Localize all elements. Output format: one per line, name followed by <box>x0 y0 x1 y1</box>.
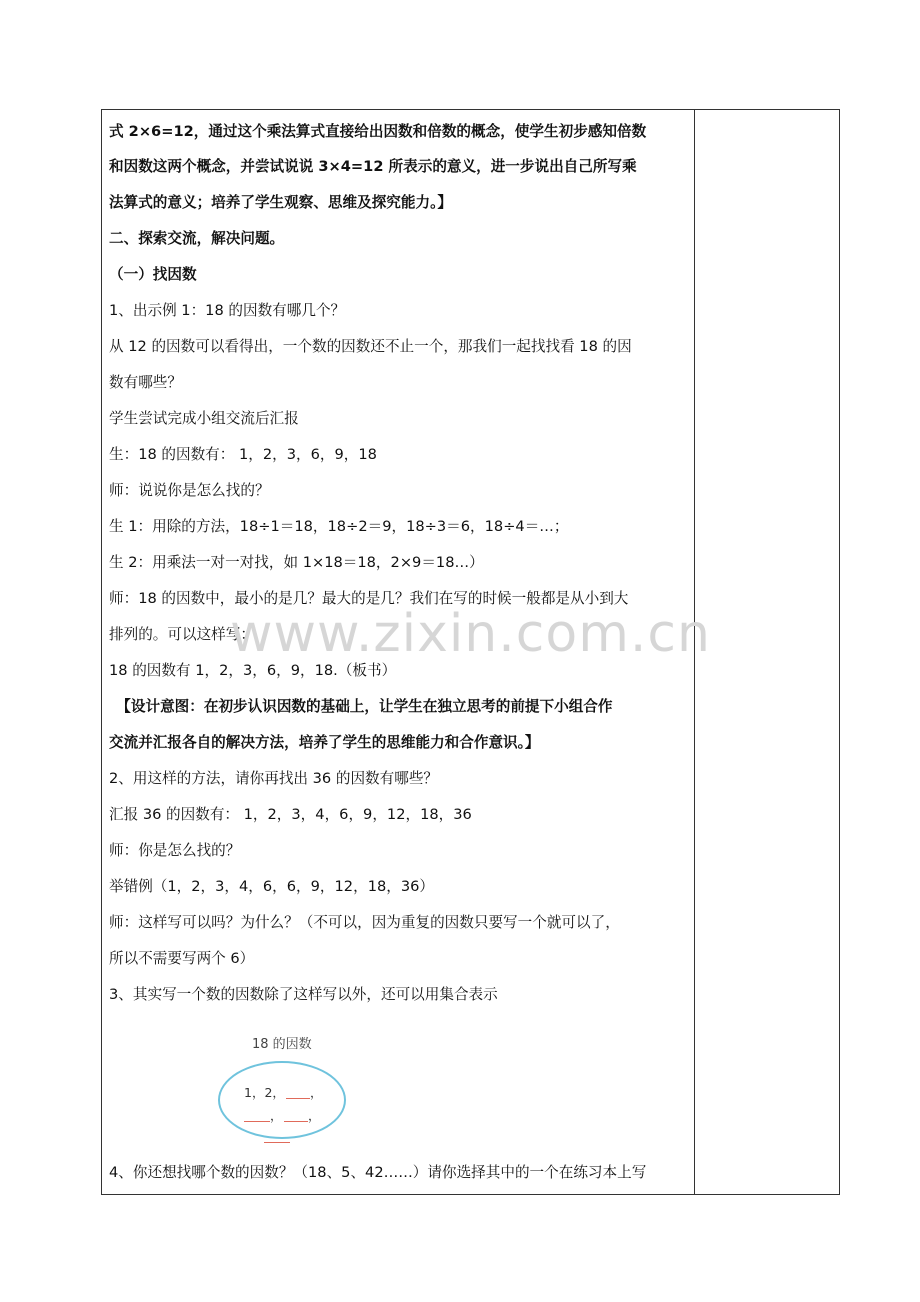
answer-blank <box>264 1142 290 1143</box>
text-line: 排列的。可以这样写： <box>109 626 255 643</box>
text-line: 4、你还想找哪个数的因数？（18、5、42……）请你选择其中的一个在练习本上写 <box>109 1164 647 1181</box>
table-column-divider <box>694 110 695 1194</box>
text-line: 师：这样写可以吗？为什么？（不可以，因为重复的因数只要写一个就可以了， <box>109 914 620 931</box>
answer-blank <box>244 1121 270 1122</box>
text-line: 法算式的意义；培养了学生观察、思维及探究能力。】 <box>109 194 452 211</box>
text-line: 交流并汇报各自的解决方法，培养了学生的思维能力和合作意识。】 <box>109 734 540 751</box>
answer-blank <box>284 1121 308 1122</box>
factor-set-figure <box>214 1025 354 1150</box>
text-line: 生 1：用除的方法，18÷1＝18，18÷2＝9，18÷3＝6，18÷4＝…； <box>109 518 569 535</box>
text-line: 生：18 的因数有： 1，2，3，6，9，18 <box>109 446 377 463</box>
text-line: 学生尝试完成小组交流后汇报 <box>109 410 299 427</box>
text-line: 师：18 的因数中，最小的是几？最大的是几？我们在写的时候一般都是从小到大 <box>109 590 629 607</box>
figure-comma: ， <box>270 1108 283 1123</box>
text-line: 18 的因数有 1，2，3，6，9，18.（板书） <box>109 662 397 679</box>
text-line: 举错例（1，2，3，4，6，6，9，12，18，36） <box>109 878 435 895</box>
text-line: 数有哪些？ <box>109 374 182 391</box>
text-line: 2、用这样的方法，请你再找出 36 的因数有哪些？ <box>109 770 439 787</box>
text-line: 生 2：用乘法一对一对找，如 1×18＝18，2×9＝18…） <box>109 554 484 571</box>
text-line: （一）找因数 <box>109 266 197 283</box>
figure-row-1: 1，2， <box>244 1085 285 1100</box>
text-line: 二、探索交流，解决问题。 <box>109 230 285 247</box>
text-line: 师：你是怎么找的？ <box>109 842 241 859</box>
text-line: 式 2×6=12，通过这个乘法算式直接给出因数和倍数的概念，使学生初步感知倍数 <box>109 123 647 140</box>
figure-title: 18 的因数 <box>252 1037 312 1052</box>
text-line: 1、出示例 1：18 的因数有哪几个？ <box>109 302 346 319</box>
figure-comma: ， <box>310 1085 323 1100</box>
text-line: 从 12 的因数可以看得出，一个数的因数还不止一个，那我们一起找找看 18 的因 <box>109 338 632 355</box>
answer-blank <box>286 1098 310 1099</box>
text-line: 师：说说你是怎么找的？ <box>109 482 270 499</box>
text-line: 所以不需要写两个 6） <box>109 950 255 967</box>
text-line: 和因数这两个概念，并尝试说说 3×4=12 所表示的意义，进一步说出自己所写乘 <box>109 158 637 175</box>
text-line: 【设计意图：在初步认识因数的基础上，让学生在独立思考的前提下小组合作 <box>109 698 613 715</box>
figure-comma: ， <box>308 1108 321 1123</box>
lesson-table <box>101 109 840 1195</box>
text-line: 3、其实写一个数的因数除了这样写以外，还可以用集合表示 <box>109 986 498 1003</box>
watermark: www.zixin.com.cn <box>230 604 711 664</box>
text-line: 汇报 36 的因数有： 1，2，3，4，6，9，12，18，36 <box>109 806 472 823</box>
